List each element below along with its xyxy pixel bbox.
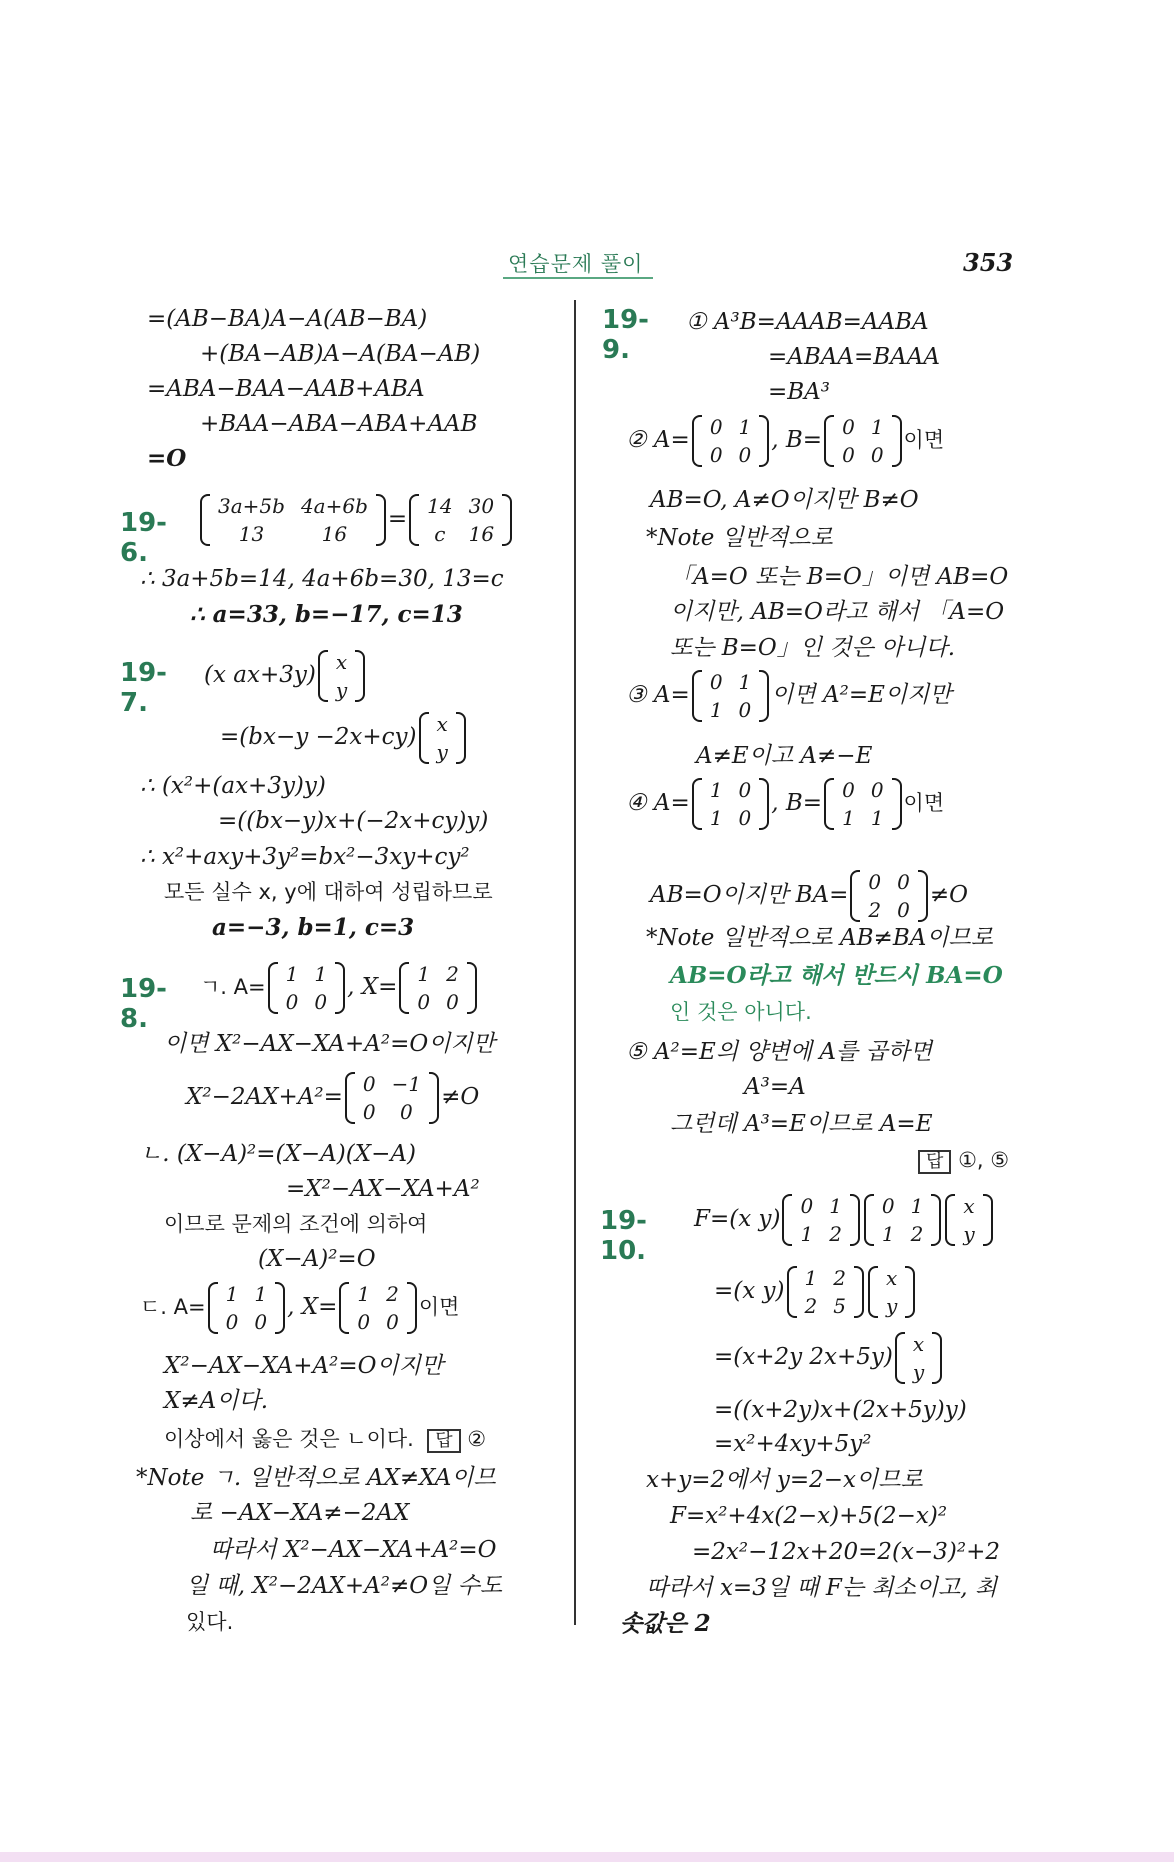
note-line: 이지만, AB=O라고 해서 「A=O	[670, 599, 1005, 625]
note-line: 「A=O 또는 B=O」이면 AB=O	[670, 564, 1009, 590]
matrix: 3a+5b 4a+6b 13 16	[200, 492, 386, 548]
problem-number: 19-10.	[600, 1206, 647, 1266]
matrix: 1 1 0 0	[208, 1280, 285, 1336]
answer-line	[918, 1146, 1009, 1174]
note-line: AB=O라고 해서 반드시 BA=O	[670, 962, 1003, 989]
text-line: =2x²−12x+20=2(x−3)²+2	[692, 1539, 1000, 1565]
note-line: 인 것은 아니다.	[670, 1000, 812, 1024]
vector: x y	[945, 1192, 992, 1248]
matrix: 0 1 0 0	[692, 413, 769, 469]
equation: ㄷ. A= 1 1 0 0 , X= 1 2 0 0 이면	[140, 1282, 460, 1334]
text-line: X²−AX−XA+A²=O이지만	[164, 1353, 444, 1379]
note-line: *Note 일반적으로 AB≠BA이므로	[646, 925, 993, 951]
continued-line: =(AB−BA)A−A(AB−BA)	[147, 306, 428, 332]
answer-value: ①, ⑤	[958, 1148, 1010, 1172]
vector: x y	[868, 1264, 915, 1320]
vector: x y	[895, 1330, 942, 1386]
note-line: *Note 일반적으로	[646, 525, 833, 551]
matrix: 0 1 1 0	[692, 668, 769, 724]
matrix: 0 −1 0 0	[345, 1070, 439, 1126]
answer-line: ∴ a=33, b=−17, c=13	[190, 601, 463, 628]
text-line: ① A³B=AAAB=AABA	[686, 309, 929, 335]
problem-number: 19-9.	[602, 305, 649, 365]
matrix: 1 0 1 0	[692, 776, 769, 832]
text-line: F=x²+4x(2−x)+5(2−x)²	[670, 1503, 948, 1529]
text-line: =X²−AX−XA+A²	[286, 1176, 480, 1202]
text-line: ∴ x²+axy+3y²=bx²−3xy+cy²	[140, 844, 470, 870]
text-line: ∴ (x²+(ax+3y)y)	[140, 773, 326, 799]
answer-value: ②	[467, 1427, 487, 1451]
note-line: 일 때, X²−2AX+A²≠O일 수도	[186, 1573, 503, 1599]
column-divider	[574, 300, 576, 1625]
text-line: 이므로 문제의 조건에 의하여	[164, 1212, 428, 1236]
text-line: A³=A	[744, 1074, 806, 1100]
equation: ③ A= 0 1 1 0 이면 A²=E이지만	[626, 670, 952, 722]
text-line: X≠A이다.	[164, 1388, 269, 1414]
matrix: 1 1 0 0	[268, 960, 345, 1016]
note-line: 따라서 X²−AX−XA+A²=O	[210, 1537, 497, 1563]
equation: ㄱ. A= 1 1 0 0 , X= 1 2 0 0	[200, 960, 479, 1016]
matrix: 0 0 2 0	[850, 868, 927, 924]
matrix: 0 0 1 1	[824, 776, 901, 832]
vector: x y	[419, 710, 466, 766]
equation: AB=O이지만 BA= 0 0 2 0 ≠O	[650, 870, 968, 922]
header-underline	[503, 277, 653, 279]
matrix: 1 2 0 0	[339, 1280, 416, 1336]
text-line: x+y=2에서 y=2−x이므로	[646, 1467, 923, 1493]
equation: ② A= 0 1 0 0 , B= 0 1 0 0 이면	[626, 415, 945, 467]
problem-number: 19-6.	[120, 508, 167, 568]
text-line: =BA³	[768, 379, 831, 405]
answer-box: 답	[427, 1429, 460, 1453]
matrix: 14 30 c 16	[409, 492, 512, 548]
continued-line: =ABA−BAA−AAB+ABA	[147, 376, 425, 402]
text-line: =ABAA=BAAA	[768, 344, 941, 370]
equation: =(bx−y −2x+cy) x y	[220, 710, 468, 766]
note-line: 있다.	[186, 1610, 234, 1634]
text-line: ㄴ. (X−A)²=(X−A)(X−A)	[140, 1141, 416, 1167]
text-line: ∴ 3a+5b=14, 4a+6b=30, 13=c	[140, 566, 504, 592]
equation: =(x y) 1 2 2 5 x y	[714, 1264, 917, 1320]
text-line: 모든 실수 x, y에 대하여 성립하므로	[164, 880, 493, 904]
note-line: 또는 B=O」인 것은 아니다.	[670, 635, 956, 661]
matrix: 0 1 1 2	[782, 1192, 859, 1248]
text-line: =x²+4xy+5y²	[714, 1431, 872, 1457]
note-line: *Note ㄱ. 일반적으로 AX≠XA이므	[136, 1465, 496, 1491]
running-header: 연습문제 풀이	[508, 252, 644, 276]
text-line: (X−A)²=O	[258, 1246, 376, 1272]
text-line: =((bx−y)x+(−2x+cy)y)	[218, 808, 489, 834]
equation: F=(x y) 0 1 1 2 0 1 1 2 x y	[694, 1192, 995, 1248]
text-line: A≠E이고 A≠−E	[696, 743, 873, 769]
problem-number: 19-7.	[120, 658, 167, 718]
answer-line: 솟값은 2	[620, 1610, 711, 1637]
equation: 3a+5b 4a+6b 13 16 = 14 30 c 16	[198, 492, 514, 548]
matrix: 1 2 0 0	[399, 960, 476, 1016]
matrix: 0 1 1 2	[864, 1192, 941, 1248]
text-line: =((x+2y)x+(2x+5y)y)	[714, 1397, 967, 1423]
equation: X²−2AX+A²= 0 −1 0 0 ≠O	[186, 1072, 480, 1124]
answer-line: a=−3, b=1, c=3	[212, 914, 415, 941]
matrix: 1 2 2 5	[787, 1264, 864, 1320]
equation: (x ax+3y) x y	[204, 648, 367, 704]
text-line: ⑤ A²=E의 양변에 A를 곱하면	[626, 1039, 933, 1065]
answer-box: 답	[918, 1150, 951, 1174]
page-number: 353	[963, 248, 1014, 277]
problem-number: 19-8.	[120, 974, 167, 1034]
equation: ④ A= 1 0 1 0 , B= 0 0 1 1 이면	[626, 778, 945, 830]
equation: =(x+2y 2x+5y) x y	[714, 1330, 944, 1386]
matrix: 0 1 0 0	[824, 413, 901, 469]
vector: x y	[318, 648, 365, 704]
text-line: 이면 X²−AX−XA+A²=O이지만	[164, 1031, 495, 1057]
continued-line: +BAA−ABA−ABA+AAB	[200, 411, 478, 437]
page-bottom-edge	[0, 1852, 1174, 1862]
text-line: 그런데 A³=E이므로 A=E	[670, 1111, 933, 1137]
continued-line: +(BA−AB)A−A(BA−AB)	[200, 341, 481, 367]
continued-line: =O	[147, 445, 187, 472]
text-line: AB=O, A≠O이지만 B≠O	[650, 487, 919, 513]
text-line: 이상에서 옳은 것은 ㄴ이다. 답 ②	[164, 1427, 487, 1451]
text-line: 따라서 x=3일 때 F는 최소이고, 최	[646, 1575, 998, 1601]
note-line: 로 −AX−XA≠−2AX	[190, 1500, 410, 1526]
